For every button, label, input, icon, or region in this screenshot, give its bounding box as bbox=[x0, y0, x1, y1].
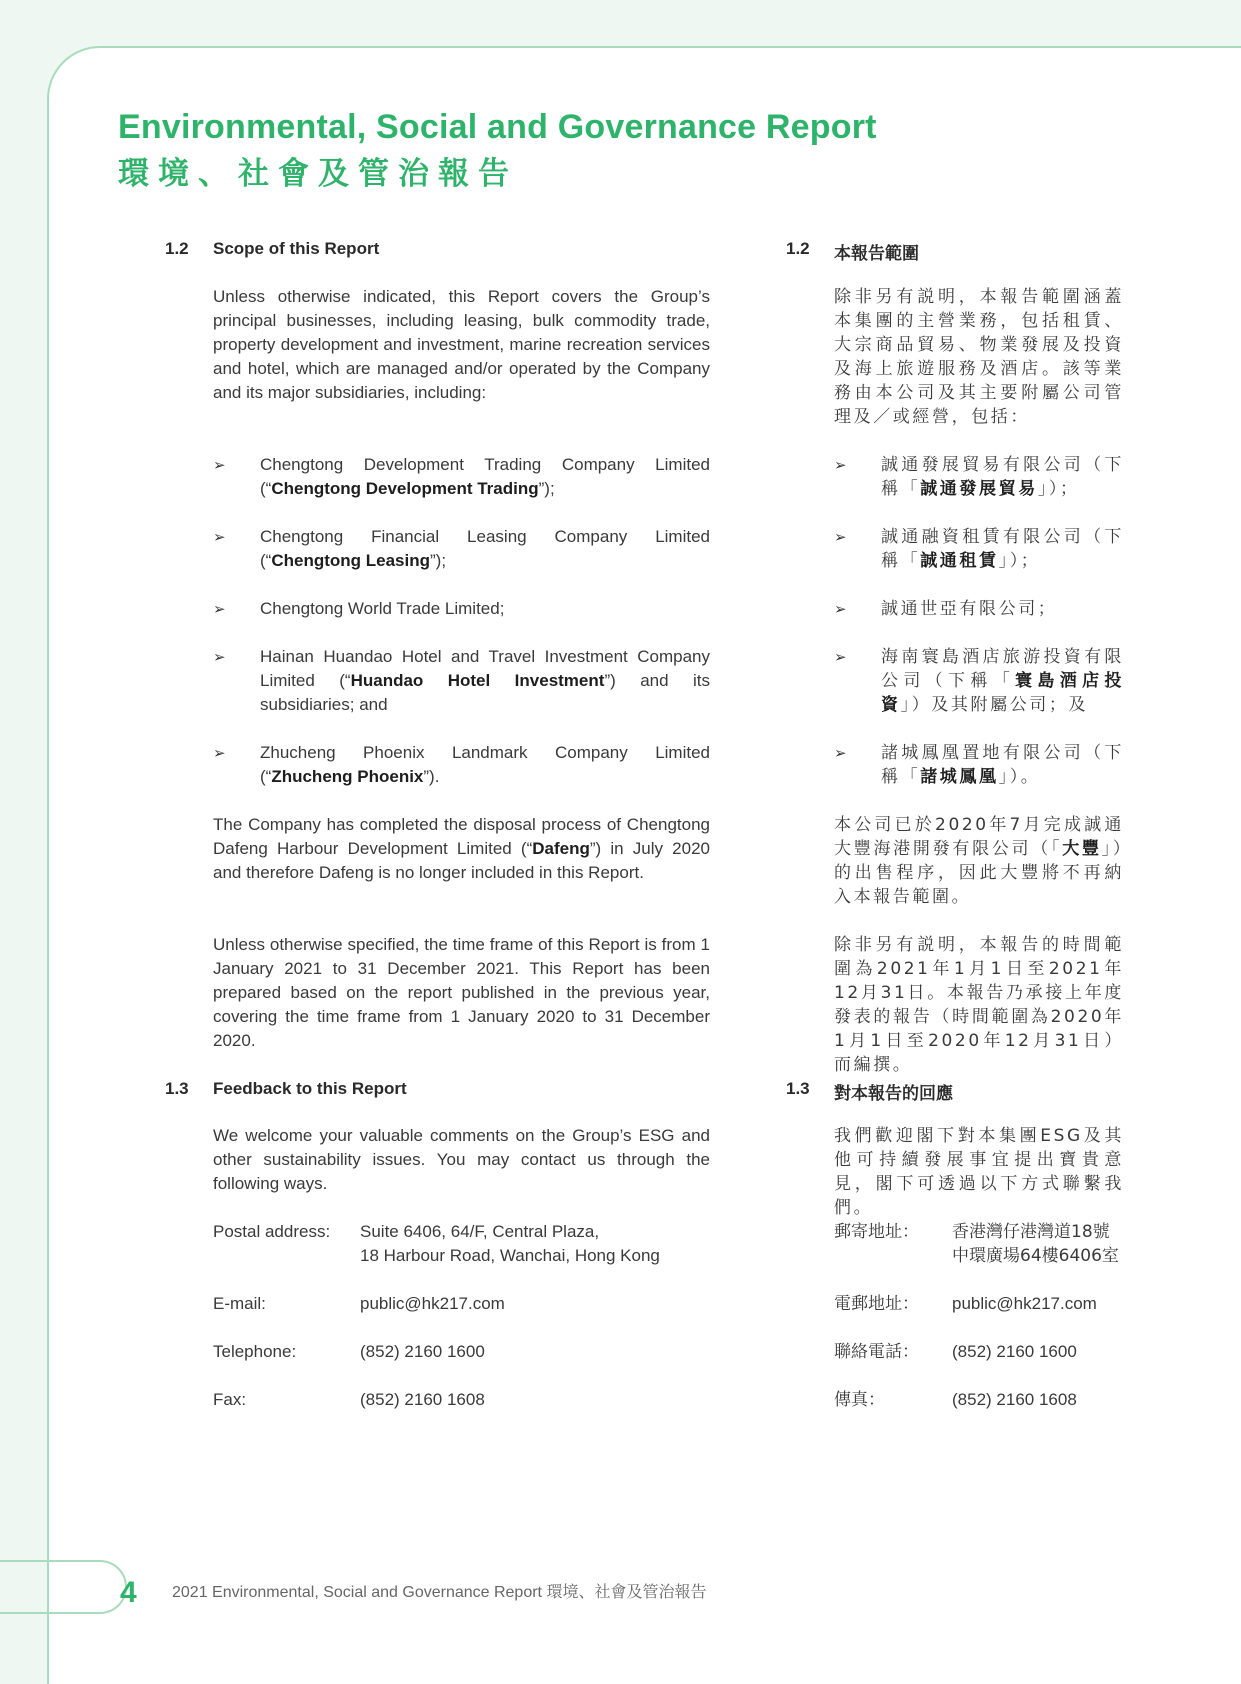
arrowhead-bullet-icon: ➢ bbox=[834, 457, 847, 474]
page-title: Environmental, Social and Governance Report bbox=[118, 108, 877, 146]
arrowhead-bullet-icon: ➢ bbox=[213, 601, 226, 618]
fax-value: (852) 2160 1608 bbox=[360, 1390, 485, 1409]
section-title: 對本報告的回應 bbox=[834, 1084, 953, 1104]
list-item: 誠通發展貿易有限公司（下稱「誠通發展貿易」）； bbox=[881, 455, 1124, 499]
section-number: 1.3 bbox=[165, 1079, 189, 1098]
section-number: 1.2 bbox=[786, 239, 810, 258]
list-item: Chengtong Development Trading Company Limited (“Chengtong Development Trading”); bbox=[260, 455, 710, 498]
postal-address-line1: Suite 6406, 64/F, Central Plaza, bbox=[360, 1222, 600, 1241]
postal-address-line2: 18 Harbour Road, Wanchai, Hong Kong bbox=[360, 1246, 660, 1265]
list-item: 誠通世亞有限公司； bbox=[881, 599, 1058, 619]
telephone-label: 聯絡電話： bbox=[834, 1342, 919, 1362]
list-item: Hainan Huandao Hotel and Travel Investment Company Limited (“Huandao Hotel Investment”) and its subsidiaries; and bbox=[260, 647, 711, 714]
feedback-intro: We welcome your valuable comments on the Group’s ESG and other sustainability issues. You may contact us through the following ways. bbox=[213, 1126, 710, 1193]
email-label: 電郵地址： bbox=[834, 1294, 919, 1314]
arrowhead-bullet-icon: ➢ bbox=[834, 649, 847, 666]
telephone-value: (852) 2160 1600 bbox=[360, 1342, 485, 1361]
footer-text: 2021 Environmental, Social and Governance Report 環境、社會及管治報告 bbox=[172, 1584, 707, 1601]
list-item: Chengtong World Trade Limited; bbox=[260, 599, 505, 618]
telephone-value: (852) 2160 1600 bbox=[952, 1342, 1077, 1361]
feedback-intro: 我們歡迎閣下對本集團ESG及其他可持續發展事宜提出寶貴意見，閣下可透過以下方式聯繫我們。 bbox=[834, 1126, 1124, 1218]
section-title: Scope of this Report bbox=[213, 239, 380, 258]
list-item: 諸城鳳凰置地有限公司（下稱「諸城鳳凰」）。 bbox=[881, 743, 1124, 787]
fax-label: 傳真： bbox=[834, 1390, 885, 1410]
arrowhead-bullet-icon: ➢ bbox=[213, 649, 226, 666]
postal-address-line2: 中環廣場64樓6406室 bbox=[952, 1246, 1119, 1266]
email-label: E-mail: bbox=[213, 1294, 266, 1313]
section-title: Feedback to this Report bbox=[213, 1079, 407, 1098]
arrowhead-bullet-icon: ➢ bbox=[213, 457, 226, 474]
list-item: Zhucheng Phoenix Landmark Company Limited (“Zhucheng Phoenix”). bbox=[260, 743, 710, 786]
telephone-label: Telephone: bbox=[213, 1342, 297, 1361]
arrowhead-bullet-icon: ➢ bbox=[213, 745, 226, 762]
timeframe-paragraph: Unless otherwise specified, the time frame of this Report is from 1 January 2021 to 31 December 2021. This Report has been prepared based on the report published in the previous year, covering the time frame from 1 January 2020 to 31 December 2020. bbox=[213, 935, 710, 1050]
timeframe-paragraph: 除非另有説明，本報告的時間範圍為2021年1月1日至2021年12月31日。本報告乃承接上年度發表的報告（時間範圍為2020年1月1日至2020年12月31日）而編撰。 bbox=[834, 935, 1124, 1075]
disposal-paragraph: The Company has completed the disposal process of Chengtong Dafeng Harbour Development Limited (“Dafeng”) in July 2020 and therefore Dafeng is no longer included in this Report. bbox=[213, 815, 710, 882]
fax-label: Fax: bbox=[213, 1390, 247, 1409]
postal-label: Postal address: bbox=[213, 1222, 331, 1241]
page-number: 4 bbox=[120, 1576, 137, 1609]
section-number: 1.3 bbox=[786, 1079, 810, 1098]
arrowhead-bullet-icon: ➢ bbox=[213, 529, 226, 546]
fax-value: (852) 2160 1608 bbox=[952, 1390, 1077, 1409]
list-item: 誠通融資租賃有限公司（下稱「誠通租賃」）； bbox=[881, 527, 1124, 571]
page-title-chinese: 環境、社會及管治報告 bbox=[118, 156, 518, 192]
email-link[interactable]: public@hk217.com bbox=[952, 1294, 1097, 1313]
section-number: 1.2 bbox=[165, 239, 189, 258]
email-link[interactable]: public@hk217.com bbox=[360, 1294, 505, 1313]
arrowhead-bullet-icon: ➢ bbox=[834, 745, 847, 762]
arrowhead-bullet-icon: ➢ bbox=[834, 601, 847, 618]
postal-label: 郵寄地址： bbox=[834, 1222, 919, 1242]
section-title: 本報告範圍 bbox=[834, 244, 919, 264]
list-item: 海南寰島酒店旅游投資有限公司（下稱「寰島酒店投資」）及其附屬公司；及 bbox=[881, 647, 1125, 715]
scope-intro: 除非另有説明，本報告範圍涵蓋本集團的主營業務，包括租賃、大宗商品貿易、物業發展及投資及海上旅遊服務及酒店。該等業務由本公司及其主要附屬公司管理及／或經營，包括： bbox=[834, 287, 1124, 427]
postal-address-line1: 香港灣仔港灣道18號 bbox=[952, 1222, 1110, 1242]
scope-intro: Unless otherwise indicated, this Report covers the Group’s principal businesses, including leasing, bulk commodity trade, property development and investment, marine recreation services and hotel, which are managed and/or operated by the Company and its major subsidiaries, including: bbox=[213, 287, 710, 402]
arrowhead-bullet-icon: ➢ bbox=[834, 529, 847, 546]
disposal-paragraph: 本公司已於2020年7月完成誠通大豐海港開發有限公司（「大豐」）的出售程序，因此大豐將不再納入本報告範圍。 bbox=[834, 815, 1124, 907]
list-item: Chengtong Financial Leasing Company Limited (“Chengtong Leasing”); bbox=[260, 527, 710, 570]
